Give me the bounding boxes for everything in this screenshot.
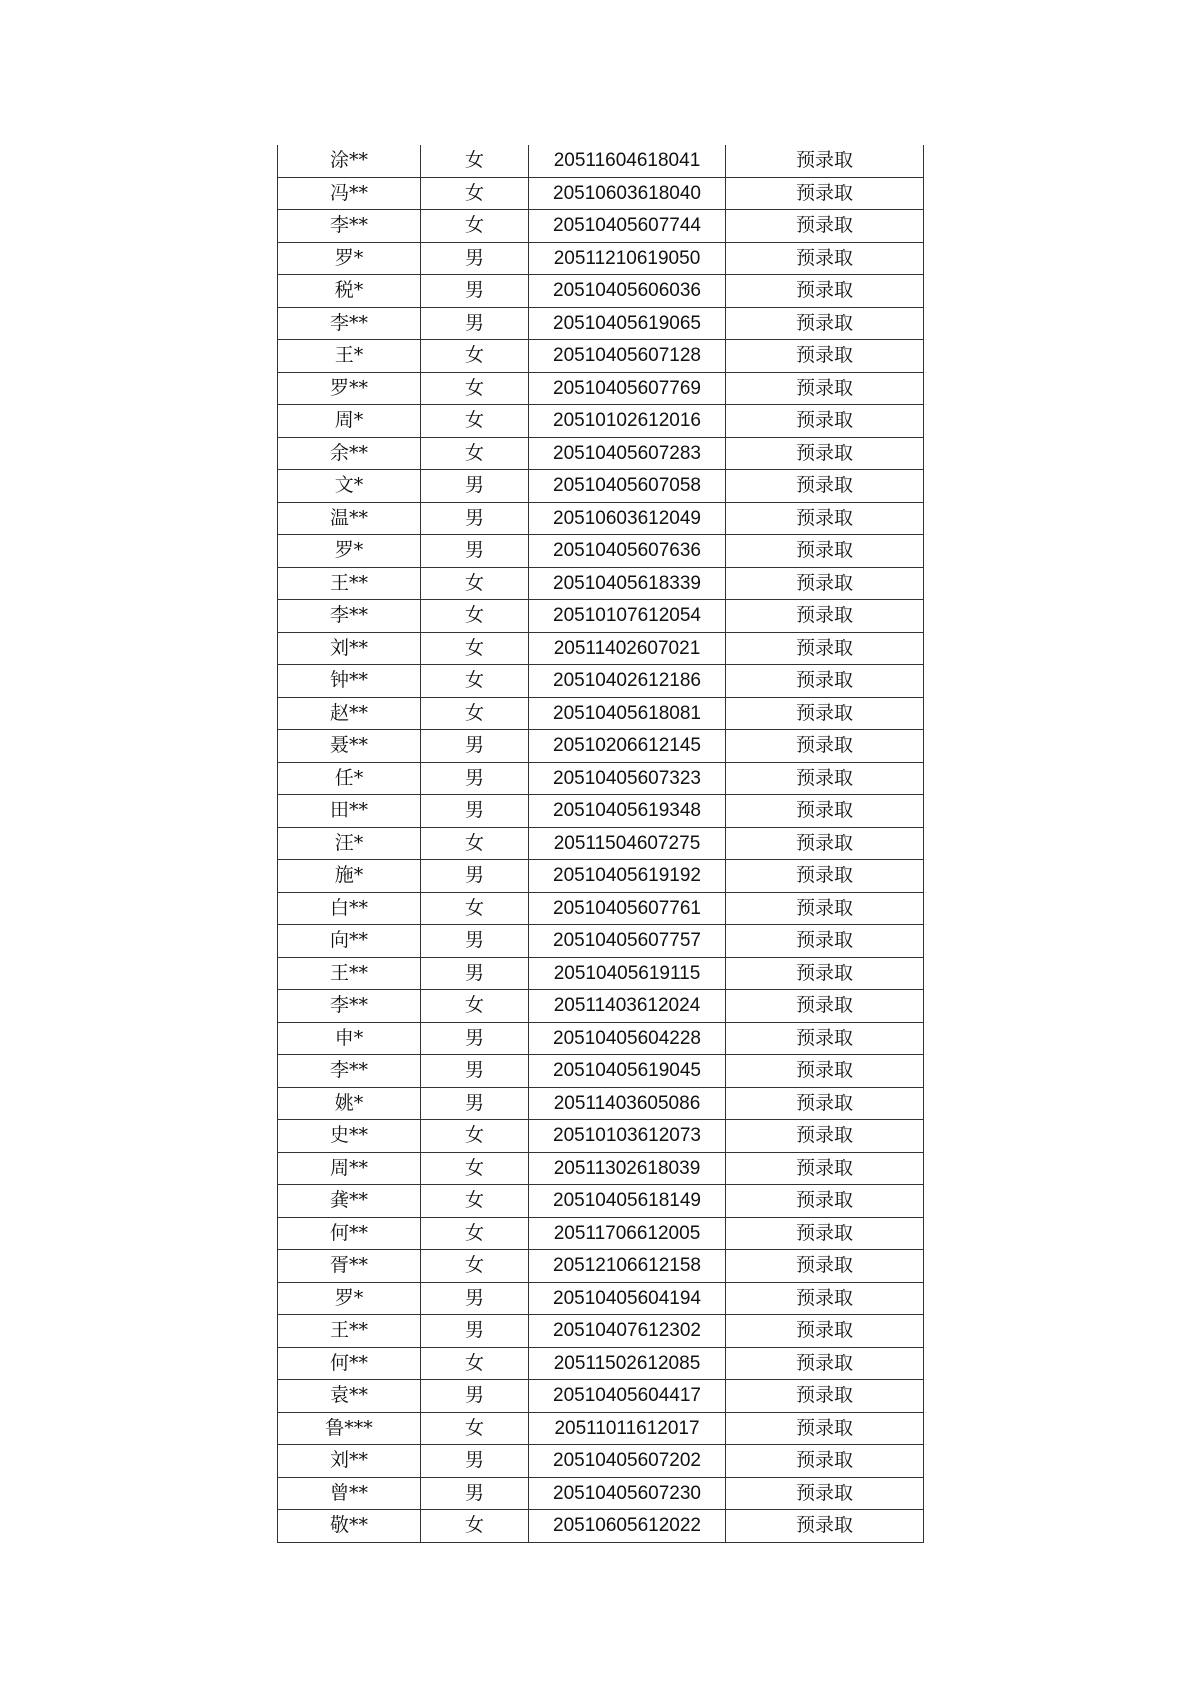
table-row: [278, 1477, 924, 1510]
student-name-cell: 鲁***: [278, 1412, 421, 1445]
student-gender-cell: 男: [421, 1022, 529, 1055]
exam-number-cell: 20510405618149: [529, 1185, 726, 1218]
exam-number-cell: 20510405618339: [529, 567, 726, 600]
exam-number-cell: 20511403605086: [529, 1087, 726, 1120]
student-gender-cell: 男: [421, 1087, 529, 1120]
student-gender-cell: 女: [421, 210, 529, 243]
exam-number-cell: 20510103612073: [529, 1120, 726, 1153]
student-name-cell: 施*: [278, 860, 421, 893]
table-row: [278, 990, 924, 1023]
student-gender-cell: 女: [421, 892, 529, 925]
exam-number-cell: 20510405604228: [529, 1022, 726, 1055]
student-name-cell: 罗**: [278, 372, 421, 405]
student-gender-cell: 女: [421, 177, 529, 210]
admission-status-cell: 预录取: [726, 470, 924, 503]
student-gender-cell: 女: [421, 697, 529, 730]
student-name-cell: 何**: [278, 1217, 421, 1250]
student-name-cell: 李**: [278, 307, 421, 340]
student-gender-cell: 男: [421, 1315, 529, 1348]
exam-number-cell: 20510405604417: [529, 1380, 726, 1413]
student-gender-cell: 男: [421, 502, 529, 535]
exam-number-cell: 20511502612085: [529, 1347, 726, 1380]
exam-number-cell: 20510405607230: [529, 1477, 726, 1510]
table-row: [278, 632, 924, 665]
student-gender-cell: 女: [421, 665, 529, 698]
student-name-cell: 刘**: [278, 1445, 421, 1478]
admission-status-cell: 预录取: [726, 730, 924, 763]
admission-status-cell: 预录取: [726, 340, 924, 373]
exam-number-cell: 20510405607769: [529, 372, 726, 405]
student-gender-cell: 女: [421, 340, 529, 373]
exam-number-cell: 20510405619045: [529, 1055, 726, 1088]
table-row: [278, 405, 924, 438]
exam-number-cell: 20511504607275: [529, 827, 726, 860]
student-name-cell: 李**: [278, 1055, 421, 1088]
table-row: [278, 340, 924, 373]
student-gender-cell: 男: [421, 1477, 529, 1510]
student-gender-cell: 女: [421, 1152, 529, 1185]
admission-status-cell: 预录取: [726, 1282, 924, 1315]
table-row: [278, 1412, 924, 1445]
student-name-cell: 何**: [278, 1347, 421, 1380]
admission-status-cell: 预录取: [726, 697, 924, 730]
admission-status-cell: 预录取: [726, 405, 924, 438]
student-gender-cell: 男: [421, 1055, 529, 1088]
student-name-cell: 王*: [278, 340, 421, 373]
student-gender-cell: 女: [421, 827, 529, 860]
admission-status-cell: 预录取: [726, 632, 924, 665]
table-row: [278, 372, 924, 405]
table-row: [278, 860, 924, 893]
student-gender-cell: 男: [421, 795, 529, 828]
table-row: [278, 1510, 924, 1543]
admission-status-cell: 预录取: [726, 372, 924, 405]
admission-status-cell: 预录取: [726, 1087, 924, 1120]
student-gender-cell: 男: [421, 1445, 529, 1478]
student-name-cell: 温**: [278, 502, 421, 535]
admission-status-cell: 预录取: [726, 567, 924, 600]
student-name-cell: 涂**: [278, 145, 421, 177]
exam-number-cell: 20510405607636: [529, 535, 726, 568]
student-name-cell: 史**: [278, 1120, 421, 1153]
student-gender-cell: 男: [421, 275, 529, 308]
student-name-cell: 罗*: [278, 535, 421, 568]
admission-status-cell: 预录取: [726, 957, 924, 990]
admission-status-cell: 预录取: [726, 242, 924, 275]
student-name-cell: 周**: [278, 1152, 421, 1185]
exam-number-cell: 20510407612302: [529, 1315, 726, 1348]
table-row: [278, 1185, 924, 1218]
student-name-cell: 钟**: [278, 665, 421, 698]
student-name-cell: 聂**: [278, 730, 421, 763]
table-row: [278, 307, 924, 340]
student-name-cell: 向**: [278, 925, 421, 958]
student-gender-cell: 女: [421, 405, 529, 438]
admission-status-cell: 预录取: [726, 990, 924, 1023]
student-gender-cell: 女: [421, 600, 529, 633]
exam-number-cell: 20510405607128: [529, 340, 726, 373]
exam-number-cell: 20511403612024: [529, 990, 726, 1023]
table-row: [278, 827, 924, 860]
table-row: [278, 1282, 924, 1315]
student-name-cell: 周*: [278, 405, 421, 438]
student-gender-cell: 女: [421, 1347, 529, 1380]
table-row: [278, 697, 924, 730]
student-name-cell: 李**: [278, 990, 421, 1023]
student-name-cell: 申*: [278, 1022, 421, 1055]
admission-status-cell: 预录取: [726, 210, 924, 243]
student-name-cell: 曾**: [278, 1477, 421, 1510]
roster-body: [278, 145, 924, 1542]
admission-status-cell: 预录取: [726, 535, 924, 568]
table-row: [278, 1315, 924, 1348]
exam-number-cell: 20510405607283: [529, 437, 726, 470]
student-gender-cell: 女: [421, 1185, 529, 1218]
student-gender-cell: 女: [421, 1250, 529, 1283]
admission-status-cell: 预录取: [726, 1152, 924, 1185]
exam-number-cell: 20510405619348: [529, 795, 726, 828]
student-name-cell: 李**: [278, 600, 421, 633]
student-name-cell: 余**: [278, 437, 421, 470]
table-row: [278, 1217, 924, 1250]
table-row: [278, 600, 924, 633]
exam-number-cell: 20510405619192: [529, 860, 726, 893]
exam-number-cell: 20510405607202: [529, 1445, 726, 1478]
student-gender-cell: 男: [421, 860, 529, 893]
student-gender-cell: 男: [421, 762, 529, 795]
student-gender-cell: 女: [421, 145, 529, 177]
exam-number-cell: 20511402607021: [529, 632, 726, 665]
admission-status-cell: 预录取: [726, 1510, 924, 1543]
student-gender-cell: 男: [421, 730, 529, 763]
admission-status-cell: 预录取: [726, 762, 924, 795]
student-gender-cell: 女: [421, 1120, 529, 1153]
exam-number-cell: 20510605612022: [529, 1510, 726, 1543]
table-row: [278, 957, 924, 990]
student-name-cell: 冯**: [278, 177, 421, 210]
student-gender-cell: 女: [421, 1217, 529, 1250]
admission-status-cell: 预录取: [726, 827, 924, 860]
exam-number-cell: 20511011612017: [529, 1412, 726, 1445]
table-row: [278, 1250, 924, 1283]
admission-status-cell: 预录取: [726, 1477, 924, 1510]
exam-number-cell: 20512106612158: [529, 1250, 726, 1283]
table-row: [278, 242, 924, 275]
exam-number-cell: 20511210619050: [529, 242, 726, 275]
table-row: [278, 1120, 924, 1153]
student-name-cell: 赵**: [278, 697, 421, 730]
table-row: [278, 437, 924, 470]
table-row: [278, 1347, 924, 1380]
exam-number-cell: 20510405607744: [529, 210, 726, 243]
admission-status-cell: 预录取: [726, 1315, 924, 1348]
exam-number-cell: 20510405604194: [529, 1282, 726, 1315]
table-row: [278, 665, 924, 698]
student-name-cell: 敬**: [278, 1510, 421, 1543]
student-gender-cell: 男: [421, 1282, 529, 1315]
student-name-cell: 李**: [278, 210, 421, 243]
student-name-cell: 袁**: [278, 1380, 421, 1413]
student-name-cell: 文*: [278, 470, 421, 503]
exam-number-cell: 20510405607323: [529, 762, 726, 795]
exam-number-cell: 20511604618041: [529, 145, 726, 177]
student-name-cell: 姚*: [278, 1087, 421, 1120]
exam-number-cell: 20510405619115: [529, 957, 726, 990]
table-row: [278, 145, 924, 177]
table-row: [278, 1380, 924, 1413]
admission-status-cell: 预录取: [726, 177, 924, 210]
student-name-cell: 王**: [278, 567, 421, 600]
student-name-cell: 胥**: [278, 1250, 421, 1283]
table-row: [278, 1152, 924, 1185]
admission-status-cell: 预录取: [726, 1380, 924, 1413]
exam-number-cell: 20510107612054: [529, 600, 726, 633]
admission-status-cell: 预录取: [726, 1055, 924, 1088]
exam-number-cell: 20511302618039: [529, 1152, 726, 1185]
exam-number-cell: 20510405607761: [529, 892, 726, 925]
student-gender-cell: 男: [421, 307, 529, 340]
student-name-cell: 田**: [278, 795, 421, 828]
admission-status-cell: 预录取: [726, 1185, 924, 1218]
table-row: [278, 502, 924, 535]
student-name-cell: 汪*: [278, 827, 421, 860]
student-name-cell: 王**: [278, 1315, 421, 1348]
student-gender-cell: 男: [421, 925, 529, 958]
admission-status-cell: 预录取: [726, 1022, 924, 1055]
student-name-cell: 罗*: [278, 242, 421, 275]
table-row: [278, 925, 924, 958]
student-gender-cell: 女: [421, 990, 529, 1023]
admission-status-cell: 预录取: [726, 795, 924, 828]
table-row: [278, 177, 924, 210]
student-gender-cell: 女: [421, 437, 529, 470]
table-row: [278, 892, 924, 925]
student-gender-cell: 女: [421, 567, 529, 600]
admission-status-cell: 预录取: [726, 925, 924, 958]
exam-number-cell: 20510102612016: [529, 405, 726, 438]
exam-number-cell: 20510405607058: [529, 470, 726, 503]
student-gender-cell: 男: [421, 1380, 529, 1413]
table-row: [278, 470, 924, 503]
student-gender-cell: 男: [421, 957, 529, 990]
student-gender-cell: 男: [421, 535, 529, 568]
admission-status-cell: 预录取: [726, 1120, 924, 1153]
table-row: [278, 535, 924, 568]
table-row: [278, 795, 924, 828]
table-row: [278, 1445, 924, 1478]
student-name-cell: 罗*: [278, 1282, 421, 1315]
student-gender-cell: 女: [421, 372, 529, 405]
student-name-cell: 王**: [278, 957, 421, 990]
table-row: [278, 1022, 924, 1055]
exam-number-cell: 20510206612145: [529, 730, 726, 763]
table-row: [278, 275, 924, 308]
admission-status-cell: 预录取: [726, 1347, 924, 1380]
admission-status-cell: 预录取: [726, 502, 924, 535]
exam-number-cell: 20511706612005: [529, 1217, 726, 1250]
exam-number-cell: 20510603612049: [529, 502, 726, 535]
student-name-cell: 刘**: [278, 632, 421, 665]
table-row: [278, 1055, 924, 1088]
student-name-cell: 税*: [278, 275, 421, 308]
table-row: [278, 210, 924, 243]
admission-status-cell: 预录取: [726, 307, 924, 340]
student-gender-cell: 男: [421, 242, 529, 275]
admission-status-cell: 预录取: [726, 665, 924, 698]
exam-number-cell: 20510402612186: [529, 665, 726, 698]
exam-number-cell: 20510405618081: [529, 697, 726, 730]
student-gender-cell: 男: [421, 470, 529, 503]
admission-roster-table: [277, 145, 924, 1543]
student-name-cell: 任*: [278, 762, 421, 795]
student-name-cell: 龚**: [278, 1185, 421, 1218]
student-gender-cell: 女: [421, 1412, 529, 1445]
exam-number-cell: 20510405619065: [529, 307, 726, 340]
exam-number-cell: 20510603618040: [529, 177, 726, 210]
table-row: [278, 1087, 924, 1120]
admission-status-cell: 预录取: [726, 1445, 924, 1478]
admission-status-cell: 预录取: [726, 275, 924, 308]
admission-status-cell: 预录取: [726, 600, 924, 633]
student-name-cell: 白**: [278, 892, 421, 925]
admission-status-cell: 预录取: [726, 437, 924, 470]
student-gender-cell: 女: [421, 632, 529, 665]
admission-status-cell: 预录取: [726, 145, 924, 177]
admission-status-cell: 预录取: [726, 1412, 924, 1445]
table-row: [278, 730, 924, 763]
admission-status-cell: 预录取: [726, 892, 924, 925]
table-row: [278, 567, 924, 600]
student-gender-cell: 女: [421, 1510, 529, 1543]
admission-status-cell: 预录取: [726, 1250, 924, 1283]
admission-status-cell: 预录取: [726, 1217, 924, 1250]
exam-number-cell: 20510405606036: [529, 275, 726, 308]
exam-number-cell: 20510405607757: [529, 925, 726, 958]
admission-status-cell: 预录取: [726, 860, 924, 893]
table-row: [278, 762, 924, 795]
